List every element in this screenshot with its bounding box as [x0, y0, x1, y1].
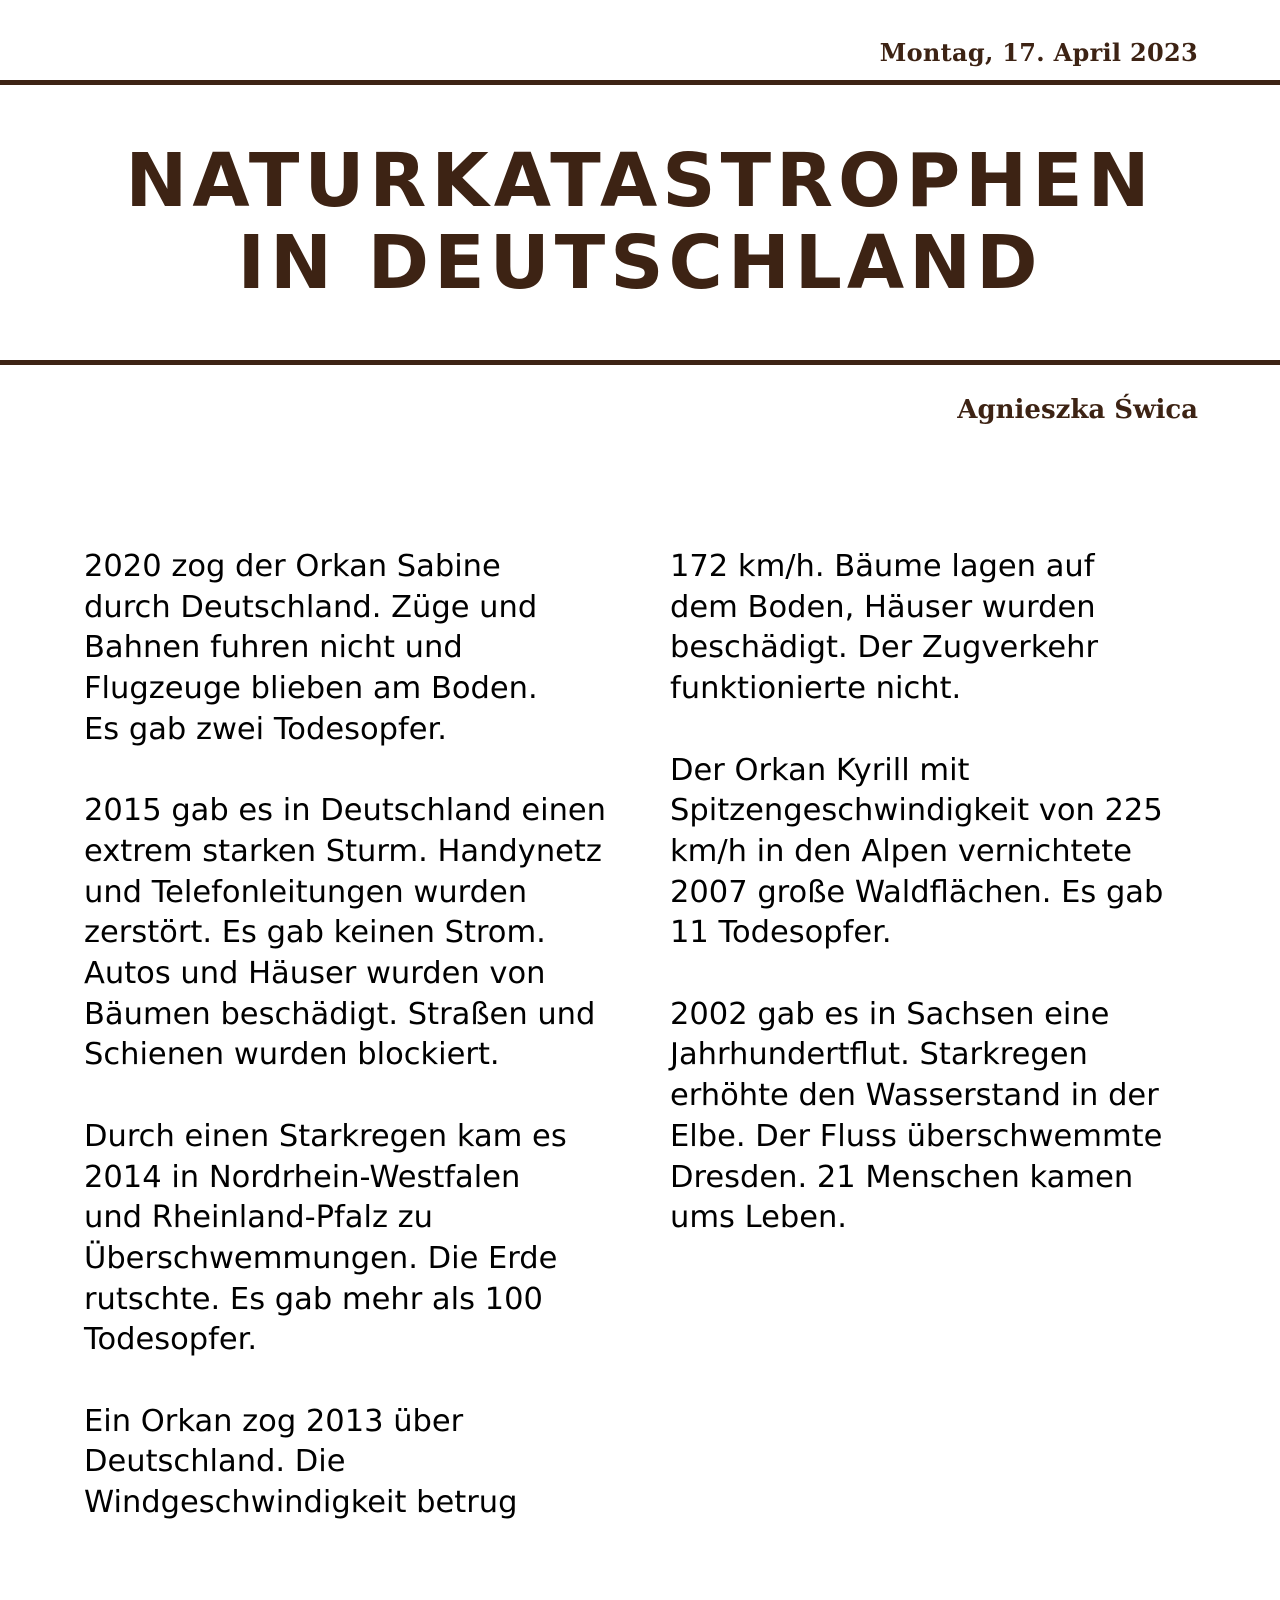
article-column-left — [84, 547, 659, 1565]
paragraph-orkan-2013-start: Ein Orkan zog 2013 über Deutschland. Die Windgeschwindigkeit betrug — [84, 1403, 518, 1521]
bottom-divider — [0, 360, 1280, 365]
paragraph-flood-2002: 2002 gab es in Sachsen eine Jahrhundertflut. Starkregen erhöhte den Wasserstand in der Elbe. Der Fluss überschwemmte Dresden. 21 Menschen kamen ums Leben. — [670, 996, 1163, 1236]
paragraph-heavy-rain-2014: Durch einen Starkregen kam es 2014 in Nordrhein-Westfalen und Rheinland-Pfalz zu Überschwemmungen. Die Erde rutschte. Es gab mehr als 100 Todesopfer. — [84, 1118, 567, 1358]
paragraph-kyrill-2007: Der Orkan Kyrill mit Spitzengeschwindigkeit von 225 km/h in den Alpen vernichtete 2007 große Waldflächen. Es gab 11 Todesopfer. — [670, 752, 1164, 951]
title-line-1: NATURKATASTROPHEN — [125, 138, 1155, 224]
publication-date: Montag, 17. April 2023 — [879, 38, 1198, 67]
top-divider — [0, 80, 1280, 85]
paragraph-sabine-2020: 2020 zog der Orkan Sabine durch Deutschland. Züge und Bahnen fuhren nicht und Flugzeuge blieben am Boden. Es gab zwei Todesopfer. — [84, 549, 538, 747]
paragraph-orkan-2013-end: 172 km/h. Bäume lagen auf dem Boden, Häuser wurden beschädigt. Der Zugverkehr funktionierte nicht. — [670, 549, 1098, 707]
title-line-2: IN DEUTSCHLAND — [237, 220, 1043, 306]
article-column-right — [670, 547, 1230, 1280]
author-name: Agnieszka Świca — [957, 395, 1198, 425]
paragraph-storm-2015: 2015 gab es in Deutschland einen extrem starken Sturm. Handynetz und Telefonleitungen wurden zerstört. Es gab keinen Strom. Autos und Häuser wurden von Bäumen beschädigt. Straßen und Schienen wurden blockiert. — [84, 793, 607, 1073]
page-title — [0, 140, 1280, 304]
